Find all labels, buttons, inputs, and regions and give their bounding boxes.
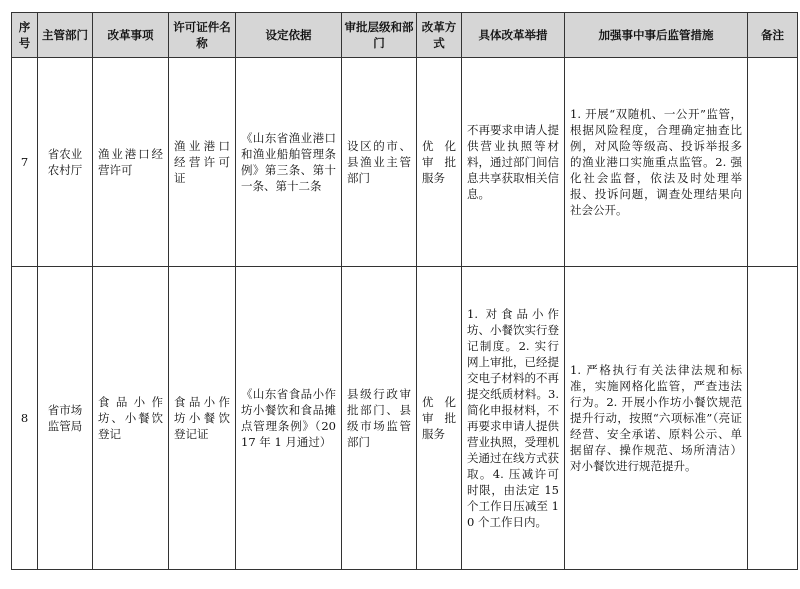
header-license: 许可证件名称: [169, 13, 236, 58]
header-mode: 改革方式: [417, 13, 462, 58]
header-level: 审批层级和部门: [342, 13, 417, 58]
row-license: 渔业港口经营许可证: [169, 58, 236, 267]
row-item: 食品小作坊、小餐饮登记: [93, 267, 169, 570]
header-remarks: 备注: [748, 13, 798, 58]
row-remarks: [748, 267, 798, 570]
row-seq: 7: [12, 58, 38, 267]
row-dept: 省农业农村厅: [38, 58, 93, 267]
table-row: [12, 58, 798, 267]
header-seq: 序号: [12, 13, 38, 58]
row-mode: 优化审批服务: [417, 267, 462, 570]
row-measures: 不再要求申请人提供营业执照等材料，通过部门间信息共享获取相关信息。: [462, 58, 565, 267]
row-license: 食品小作坊小餐饮登记证: [169, 267, 236, 570]
header-supervision: 加强事中事后监管措施: [565, 13, 748, 58]
row-measures: 1. 对食品小作坊、小餐饮实行登记制度。2. 实行网上审批，已经提交电子材料的不再提交纸质材料。3. 简化申报材料，不再要求申请人提供营业执照，受理机关通过在线方式获取。4. 压减许可时限，由法定 15 个工作日压减至 10 个工作日内。: [462, 267, 565, 570]
row-mode: 优化审批服务: [417, 58, 462, 267]
header-basis: 设定依据: [236, 13, 342, 58]
header-item: 改革事项: [93, 13, 169, 58]
row-level: 县级行政审批部门、县级市场监管部门: [342, 267, 417, 570]
reform-table: [11, 12, 798, 570]
row-dept: 省市场监管局: [38, 267, 93, 570]
row-remarks: [748, 58, 798, 267]
row-item: 渔业港口经营许可: [93, 58, 169, 267]
row-level: 设区的市、县渔业主管部门: [342, 58, 417, 267]
header-row: [12, 13, 798, 58]
table-row: [12, 267, 798, 570]
row-supervision: 1. 严格执行有关法律法规和标准，实施网格化监管，严查违法行为。2. 开展小作坊小餐饮规范提升行动，按照“六项标准”（亮证经营、安全承诺、原料公示、单据留存、操作规范、场所清洁）对小餐饮进行规范提升。: [565, 267, 748, 570]
row-supervision: 1. 开展“双随机、一公开”监管，根据风险程度，合理确定抽查比例，对风险等级高、投诉举报多的渔业港口实施重点监管。2. 强化社会监督，依法及时处理举报、投诉问题，调查处理结果向社会公开。: [565, 58, 748, 267]
row-seq: 8: [12, 267, 38, 570]
header-dept: 主管部门: [38, 13, 93, 58]
row-basis: 《山东省食品小作坊小餐饮和食品摊点管理条例》（2017 年 1 月通过）: [236, 267, 342, 570]
header-measures: 具体改革举措: [462, 13, 565, 58]
row-basis: 《山东省渔业港口和渔业船舶管理条例》第三条、第十一条、第十二条: [236, 58, 342, 267]
